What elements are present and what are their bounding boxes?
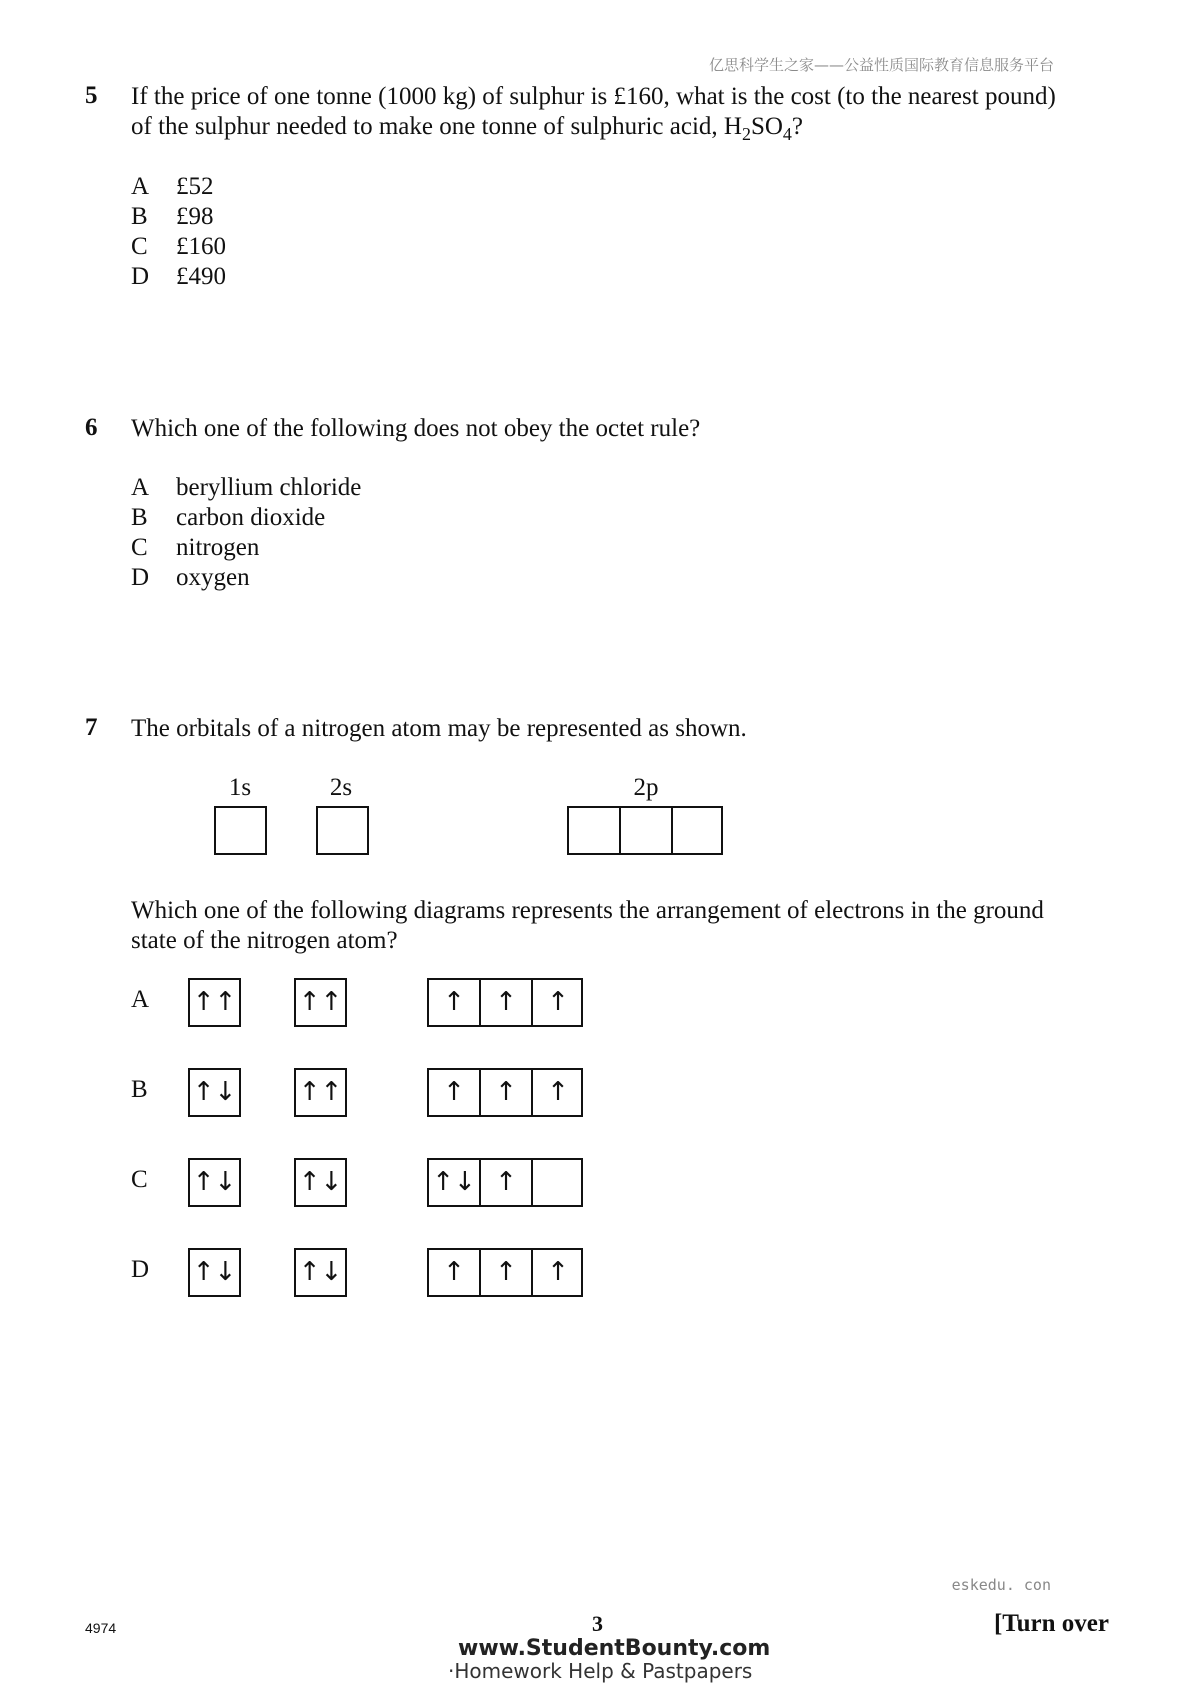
option-7a-2p[interactable]	[427, 978, 583, 1027]
electron-arrows: ↑↓	[192, 1167, 237, 1197]
question-6-options: A beryllium chloride B carbon dioxide C nitrogen D oxygen	[131, 474, 362, 591]
question-7-number: 7	[85, 714, 98, 741]
electron-arrows: ↑	[479, 980, 531, 1025]
studentbounty-tagline: ·Homework Help & Pastpapers	[448, 1659, 753, 1683]
question-5-line1: If the price of one tonne (1000 kg) of sulphur is £160, what is the cost (to the nearest pound)	[131, 83, 1056, 110]
orbital-box-1s	[214, 806, 267, 855]
paper-code: 4974	[85, 1620, 117, 1636]
electron-arrows: ↑	[531, 980, 583, 1025]
electron-arrows	[531, 1160, 583, 1205]
electron-arrows: ↑↓	[298, 1167, 343, 1197]
option-7c-2s[interactable]	[294, 1158, 347, 1207]
option-7a-2s[interactable]	[294, 978, 347, 1027]
option-7c-1s[interactable]	[188, 1158, 241, 1207]
electron-arrows: ↑↓	[432, 1167, 476, 1197]
page-number: 3	[592, 1611, 603, 1636]
electron-arrows: ↑↓	[298, 1257, 343, 1287]
electron-arrows: ↑	[443, 1077, 465, 1107]
orbital-box-2p	[567, 806, 723, 855]
option-7b-1s[interactable]	[188, 1068, 241, 1117]
electron-arrows: ↑	[443, 1257, 465, 1287]
electron-arrows: ↑	[479, 1070, 531, 1115]
electron-arrows: ↑	[531, 1070, 583, 1115]
orbital-label-2p: 2p	[633, 774, 659, 801]
option-7d-label[interactable]: D	[131, 1256, 150, 1283]
electron-arrows: ↑	[531, 1250, 583, 1295]
electron-arrows: ↑↑	[192, 987, 237, 1017]
orbital-box-2s	[316, 806, 369, 855]
turn-over-label: [Turn over	[993, 1610, 1109, 1637]
question-7-prompt-line1: Which one of the following diagrams represents the arrangement of electrons in the ground	[131, 897, 1044, 924]
question-7-text: The orbitals of a nitrogen atom may be represented as shown.	[131, 715, 747, 742]
option-7d-1s[interactable]	[188, 1248, 241, 1297]
electron-arrows: ↑↓	[192, 1077, 237, 1107]
question-5-number: 5	[85, 82, 98, 109]
question-6-text: Which one of the following does not obey the octet rule?	[131, 415, 701, 442]
electron-arrows: ↑	[443, 987, 465, 1017]
option-7a-1s[interactable]	[188, 978, 241, 1027]
question-5-text	[131, 82, 1056, 142]
electron-arrows: ↑↓	[192, 1257, 237, 1287]
watermark-header: 亿思科学生之家——公益性质国际教育信息服务平台	[708, 56, 1054, 74]
orbital-label-1s: 1s	[228, 774, 252, 801]
question-6-number: 6	[85, 414, 98, 441]
option-7c-2p[interactable]	[427, 1158, 583, 1207]
eskedu-watermark: eskedu. con	[951, 1576, 1051, 1594]
option-7d-2p[interactable]	[427, 1248, 583, 1297]
electron-arrows: ↑↑	[298, 987, 343, 1017]
option-7b-2p[interactable]	[427, 1068, 583, 1117]
option-7d-2s[interactable]	[294, 1248, 347, 1297]
electron-arrows: ↑	[479, 1160, 531, 1205]
question-5-line2: of the sulphur needed to make one tonne of sulphuric acid, $H_2SO_4$?	[131, 113, 804, 144]
option-7a-label[interactable]: A	[131, 986, 150, 1013]
electron-arrows: ↑	[479, 1250, 531, 1295]
question-5-options: A £52 B £98 C £160 D £490	[131, 173, 226, 290]
option-7b-2s[interactable]	[294, 1068, 347, 1117]
option-7b-label[interactable]: B	[131, 1076, 148, 1103]
question-7-prompt-line2: state of the nitrogen atom?	[131, 927, 398, 954]
question-7-prompt	[131, 896, 1044, 956]
studentbounty-link[interactable]: www.StudentBounty.com	[458, 1636, 771, 1661]
electron-arrows: ↑↑	[298, 1077, 343, 1107]
option-7c-label[interactable]: C	[131, 1166, 148, 1193]
orbital-label-2s: 2s	[329, 774, 353, 801]
